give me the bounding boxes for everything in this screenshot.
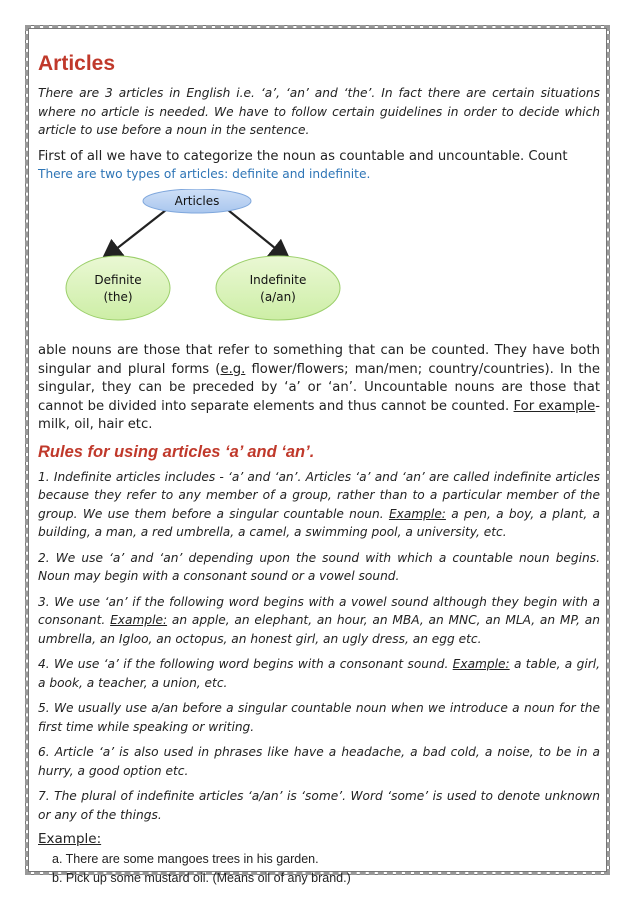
example-item: b. Pick up some mustard oil. (Means oil of any brand.) <box>52 871 351 885</box>
indefinite-node-label-1: Indefinite <box>249 273 307 287</box>
root-node-label: Articles <box>174 194 220 208</box>
countable-paragraph-continued <box>38 342 600 435</box>
rule-item: 1. Indefinite articles includes - ‘a’ and ‘an’. Articles ‘a’ and ‘an’ are called indefinite articles because they refer to any member of a group, rather than to a particular member of the group. We use them before a singular countable noun. Example: a pen, a boy, a plant, a building, a man, a red umbrella, a camel, a swimming pool, a university, etc. <box>38 469 601 539</box>
page-title: Articles <box>38 52 116 75</box>
rules-list <box>38 468 600 825</box>
diagram-svg <box>38 189 600 342</box>
article-types-line: There are two types of articles: definite and indefinite. <box>38 167 371 181</box>
para1-text-a: able nouns are those that refer to something that can be counted. They have both singular and plural forms ( <box>38 343 600 377</box>
countable-paragraph-start: First of all we have to categorize the noun as countable and uncountable. Count <box>38 148 568 164</box>
para1-text-c: - milk, oil, hair etc. <box>38 398 600 432</box>
rule-item: 7. The plural of indefinite articles ‘a/an’ is ‘some’. Word ‘some’ is used to denote unknown or any of the things. <box>38 789 600 822</box>
para1-text-b: flower/flowers; man/men; country/countries). In the singular, they can be preceded by ‘a’ or ‘an’. Uncountable nouns are those that cannot be divided into separate elements and thus cannot be counted. <box>38 361 600 414</box>
indefinite-node-label-2: (a/an) <box>260 290 296 304</box>
rule-item: 5. We usually use a/an before a singular countable noun when we introduce a noun for the first time while speaking or writing. <box>38 701 600 734</box>
rule-item: 4. We use ‘a’ if the following word begins with a consonant sound. Example: a table, a girl, a book, a teacher, a union, etc. <box>38 657 600 690</box>
rule-item: 2. We use ‘a’ and ‘an’ depending upon the sound with which a countable noun begins. Noun may begin with a consonant sound or a vowel sound. <box>38 550 600 583</box>
for-example-label: For example <box>513 398 596 414</box>
example-item: a. There are some mangoes trees in his garden. <box>52 852 319 866</box>
definite-node-label-2: (the) <box>103 290 133 304</box>
definite-node-label-1: Definite <box>94 273 142 287</box>
document-body <box>38 52 600 890</box>
intro-paragraph: There are 3 articles in English i.e. ‘a’, ‘an’ and ‘the’. In fact there are certain situations where no article is needed. We have to follow certain guidelines in order to decide which article to use before a noun in the sentence. <box>38 86 600 137</box>
rules-heading: Rules for using articles ‘a’ and ‘an’. <box>38 442 315 461</box>
rule-item: 3. We use ‘an’ if the following word begins with a vowel sound although they begin with a consonant. Example: an apple, an elephant, an hour, an MBA, an MNC, an MLA, an MP, an umbrella, an Igloo, an octopus, an honest girl, an ugly dress, an egg etc. <box>38 594 600 646</box>
arrow-to-definite <box>106 210 166 257</box>
arrow-to-indefinite <box>228 210 286 257</box>
eg-abbreviation: e.g. <box>220 361 246 377</box>
rule-item: 6. Article ‘a’ is also used in phrases like have a headache, a bad cold, a noise, to be in a hurry, a good option etc. <box>38 745 600 778</box>
definite-node <box>66 256 170 320</box>
example-heading: Example: <box>38 831 102 847</box>
indefinite-node <box>216 256 340 320</box>
articles-diagram <box>38 189 600 342</box>
